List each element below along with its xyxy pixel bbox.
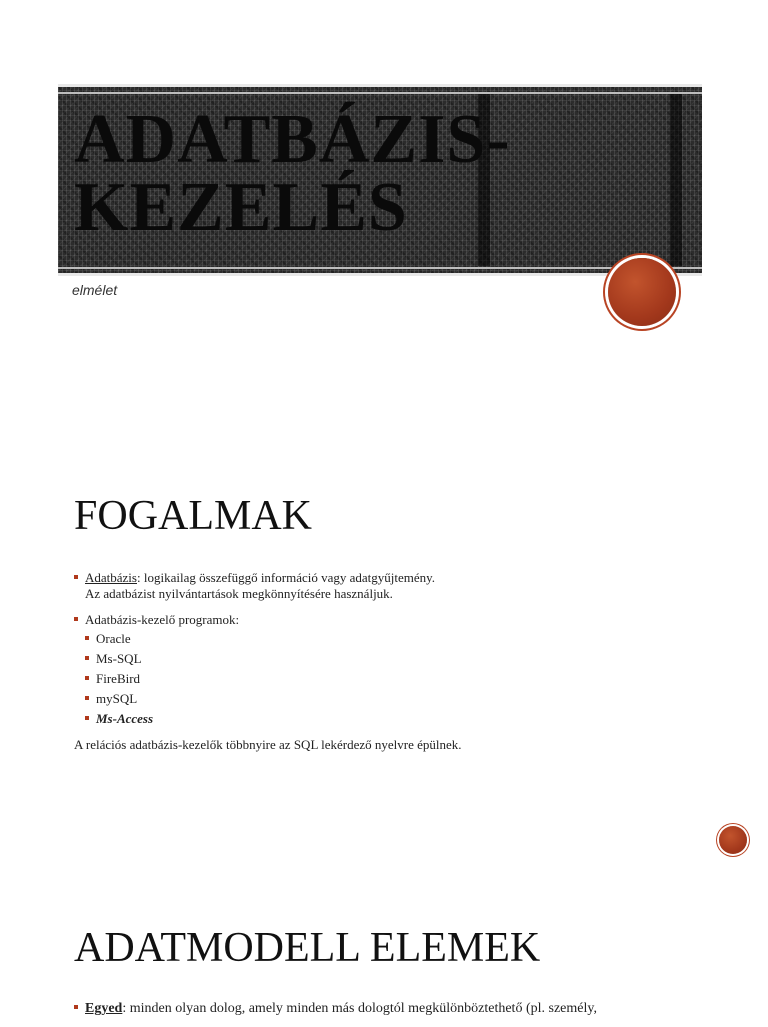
bullet-list	[74, 570, 714, 727]
definition-term: Adatbázis	[85, 570, 137, 585]
banner-stripe	[670, 94, 682, 266]
list-item	[74, 570, 714, 602]
banner-rule	[58, 273, 702, 276]
title-slide	[0, 0, 768, 384]
presentation-subtitle: elmélet	[72, 282, 118, 298]
slide-content	[74, 570, 714, 753]
presentation-title	[74, 101, 511, 246]
slide-content	[74, 1000, 714, 1027]
title-line-2: KEZELÉS	[74, 169, 408, 246]
definition-text: : minden olyan dolog, amely minden más dologtól megkülönböztethető (pl. személy,	[122, 1001, 597, 1016]
programs-label: Adatbázis-kezelő programok:	[85, 612, 240, 627]
list-item	[74, 612, 714, 727]
list-item	[74, 1000, 714, 1017]
banner-rule	[58, 267, 702, 269]
bullet-list	[74, 1000, 714, 1017]
list-item: Oracle	[85, 631, 714, 647]
definition-text: : logikailag összefüggő információ vagy adatgyűjtemény.	[136, 570, 436, 585]
programs-list	[85, 631, 714, 727]
slide-heading: FOGALMAK	[74, 493, 313, 539]
list-item: FireBird	[85, 671, 714, 687]
data-model-slide	[0, 880, 768, 1024]
banner-rule	[58, 84, 702, 87]
definition-term: Egyed	[85, 1001, 123, 1016]
definition-text-2: Az adatbázist nyilvántartások megkönnyítésére használjuk.	[85, 586, 393, 601]
list-item: Ms-SQL	[85, 651, 714, 667]
decorative-circle	[608, 258, 676, 326]
banner-rule	[58, 92, 702, 94]
slide-note: A relációs adatbázis-kezelők többnyire az SQL lekérdező nyelvre épülnek.	[74, 737, 462, 752]
slide-heading: ADATMODELL ELEMEK	[74, 925, 541, 971]
list-item: Ms-Access	[85, 711, 714, 727]
decorative-circle	[719, 826, 747, 854]
title-line-1: ADATBÁZIS-	[74, 101, 511, 178]
list-item: mySQL	[85, 691, 714, 707]
concepts-slide	[0, 440, 768, 860]
